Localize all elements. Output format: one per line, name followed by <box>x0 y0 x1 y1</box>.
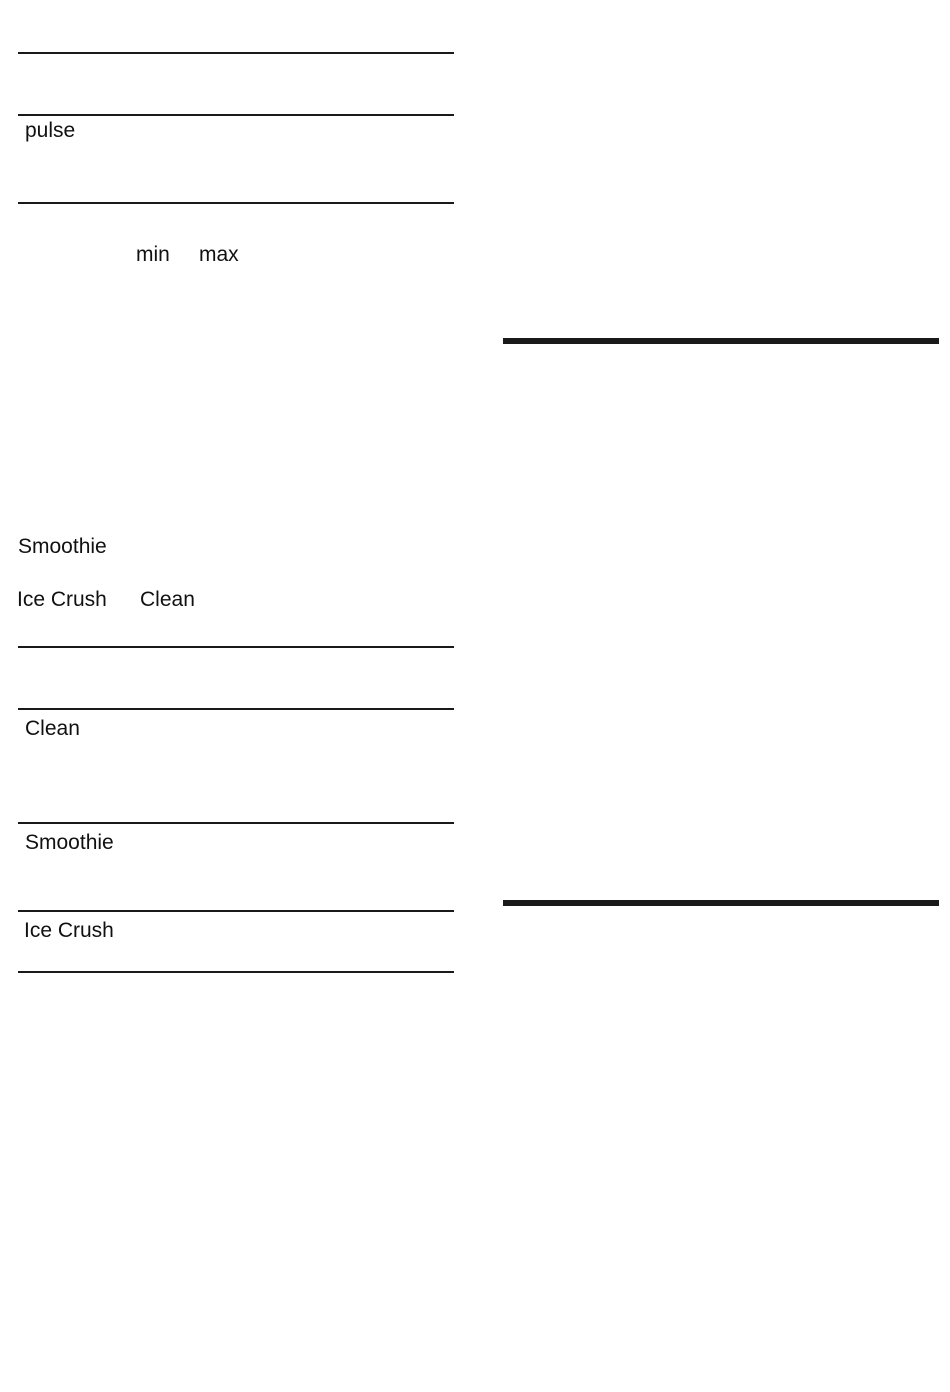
table-rule <box>18 52 454 54</box>
program-clean-label: Clean <box>140 588 195 611</box>
table-row-ice-crush: Ice Crush <box>24 919 114 942</box>
table-row-smoothie: Smoothie <box>25 831 114 854</box>
pulse-label: pulse <box>25 119 76 142</box>
section-divider <box>503 900 939 906</box>
speed-min-label: min <box>136 243 170 266</box>
table-rule <box>18 910 454 912</box>
table-rule <box>18 114 454 116</box>
section-divider <box>503 338 939 344</box>
table-rule <box>18 822 454 824</box>
program-ice-crush-label: Ice Crush <box>17 588 107 611</box>
table-rule <box>18 646 454 648</box>
table-rule <box>18 202 454 204</box>
table-rule <box>18 708 454 710</box>
table-row-clean: Clean <box>25 717 80 740</box>
program-smoothie-label: Smoothie <box>18 535 107 558</box>
speed-max-label: max <box>199 243 239 266</box>
table-rule <box>18 971 454 973</box>
